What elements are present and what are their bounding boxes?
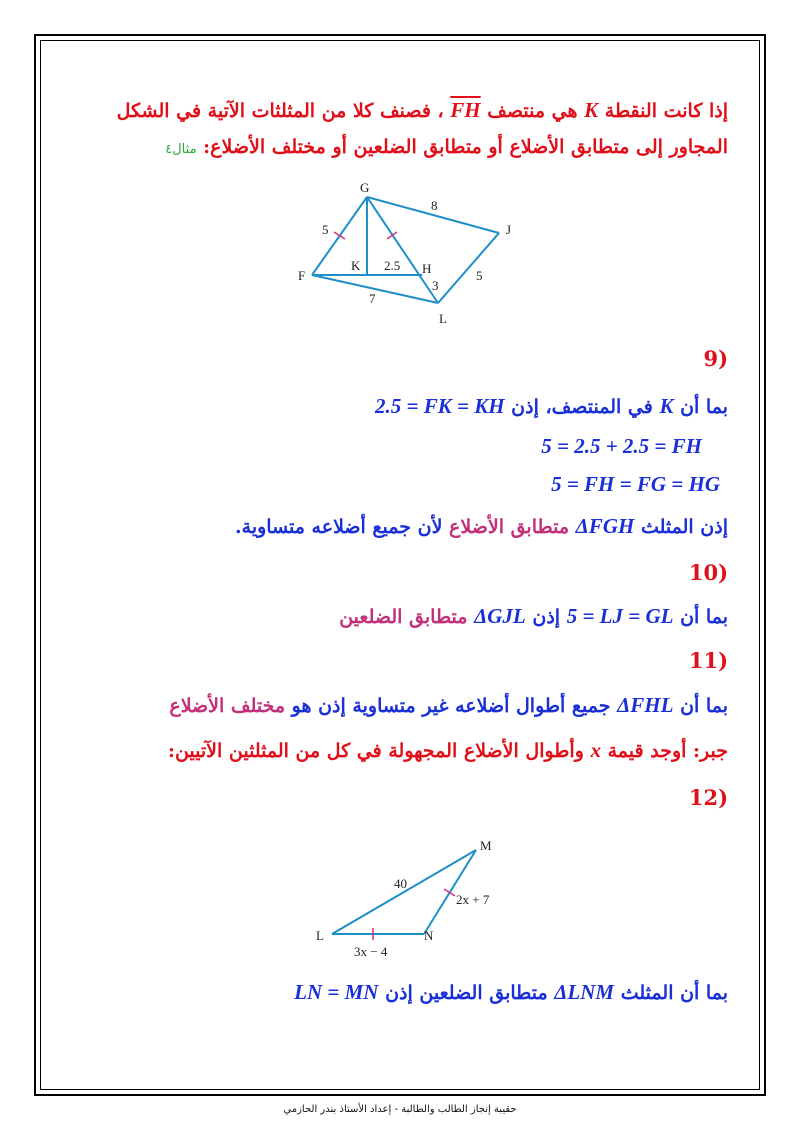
q9-line-1 [375, 394, 728, 419]
vertex-n: N [424, 928, 434, 943]
q11-line [169, 693, 728, 718]
label-fl: 7 [369, 291, 376, 306]
vertex-f: F [298, 268, 306, 283]
q9-number: (9 [703, 346, 728, 371]
label-hl: 3 [432, 278, 439, 293]
q11-text-b: جميع أطوال أضلاعه غير متساوية إذن هو [291, 695, 611, 717]
intro-text-2: المجاور إلى متطابق الأضلاع أو متطابق الضلعين أو مختلف الأضلاع: [203, 136, 728, 158]
intro-text-c: ، فصنف كلا من المثلثات الآتية في الشكل [116, 100, 444, 122]
segment-fh: $\overline{FH}$ [450, 98, 481, 122]
q9-point-k: K [659, 394, 674, 418]
vertex-h: H [422, 261, 432, 276]
label-mn: 2x + 7 [456, 892, 490, 907]
algebra-text-a: جبر: أوجد قيمة [607, 740, 728, 762]
vertex-k: K [351, 258, 361, 273]
vertex-g: G [360, 180, 370, 195]
q9-conclusion [235, 514, 728, 539]
q10-text-b: إذن [532, 606, 561, 628]
label-lm: 40 [394, 876, 407, 891]
q12-classification: متطابق الضلعين [419, 982, 548, 1004]
q12-eq: LN = MN [294, 980, 379, 1004]
example-tag: مثال٤ [165, 142, 197, 157]
vertex-j: J [506, 222, 512, 237]
q10-classification: متطابق الضلعين [339, 606, 468, 628]
intro-line-2 [165, 136, 728, 158]
figure-quadrilateral [290, 176, 530, 326]
q10-line [339, 604, 728, 629]
q9-c-text-a: إذن المثلث [640, 516, 728, 538]
point-k: K [584, 98, 599, 122]
variable-x: x [590, 738, 601, 762]
q12-text-b: إذن [385, 982, 413, 1004]
q11-number: (11 [688, 648, 728, 673]
q11-classification: مختلف الأضلاع [169, 695, 286, 717]
q12-number: (12 [688, 785, 728, 810]
q10-number: (10 [688, 560, 728, 585]
label-jl: 5 [476, 268, 483, 283]
q9-classification: متطابق الأضلاع [449, 516, 570, 538]
q12-triangle: ΔLNM [554, 980, 615, 1004]
q9-c-text-b: لأن جميع أضلاعه متساوية. [235, 516, 443, 538]
q12-text-a: بما أن المثلث [620, 982, 728, 1004]
label-fg: 5 [322, 222, 329, 237]
q9-line-3 [551, 472, 720, 497]
q9-text-b: في المنتصف، إذن [511, 396, 653, 418]
intro-text-b: هي منتصف [487, 100, 578, 122]
q9-triangle: ΔFGH [575, 514, 635, 538]
vertex-l2: L [316, 928, 324, 943]
page-footer: حقيبة إنجاز الطالب والطالبة - إعداد الأستاذ بندر الحازمي [283, 1104, 517, 1115]
q10-triangle: ΔGJL [474, 604, 526, 628]
q12-line [294, 980, 728, 1005]
q9-eq-1: 2.5 = FK = KH [375, 394, 505, 418]
algebra-line [168, 738, 728, 763]
label-ln: 3x − 4 [354, 944, 388, 959]
q9-text-a: بما أن [680, 396, 728, 418]
label-kh: 2.5 [384, 258, 401, 273]
algebra-text-b: وأطوال الأضلاع المجهولة في كل من المثلثين الآتيين: [167, 740, 584, 762]
vertex-m: M [480, 838, 492, 853]
intro-line-1 [117, 98, 728, 123]
q11-text-a: بما أن [680, 695, 728, 717]
intro-text-a: إذا كانت النقطة [604, 100, 728, 122]
vertex-l: L [439, 311, 447, 326]
q11-triangle: ΔFHL [617, 693, 674, 717]
q9-line-2 [541, 434, 702, 459]
q10-eq: 5 = LJ = GL [566, 604, 674, 628]
q10-text-a: بما أن [680, 606, 728, 628]
label-gj: 8 [431, 198, 438, 213]
figure-triangle-lnm [300, 832, 520, 962]
q9-eq-2: 5 = 2.5 + 2.5 = FH [541, 434, 702, 458]
q9-eq-3: 5 = FH = FG = HG [551, 472, 720, 496]
